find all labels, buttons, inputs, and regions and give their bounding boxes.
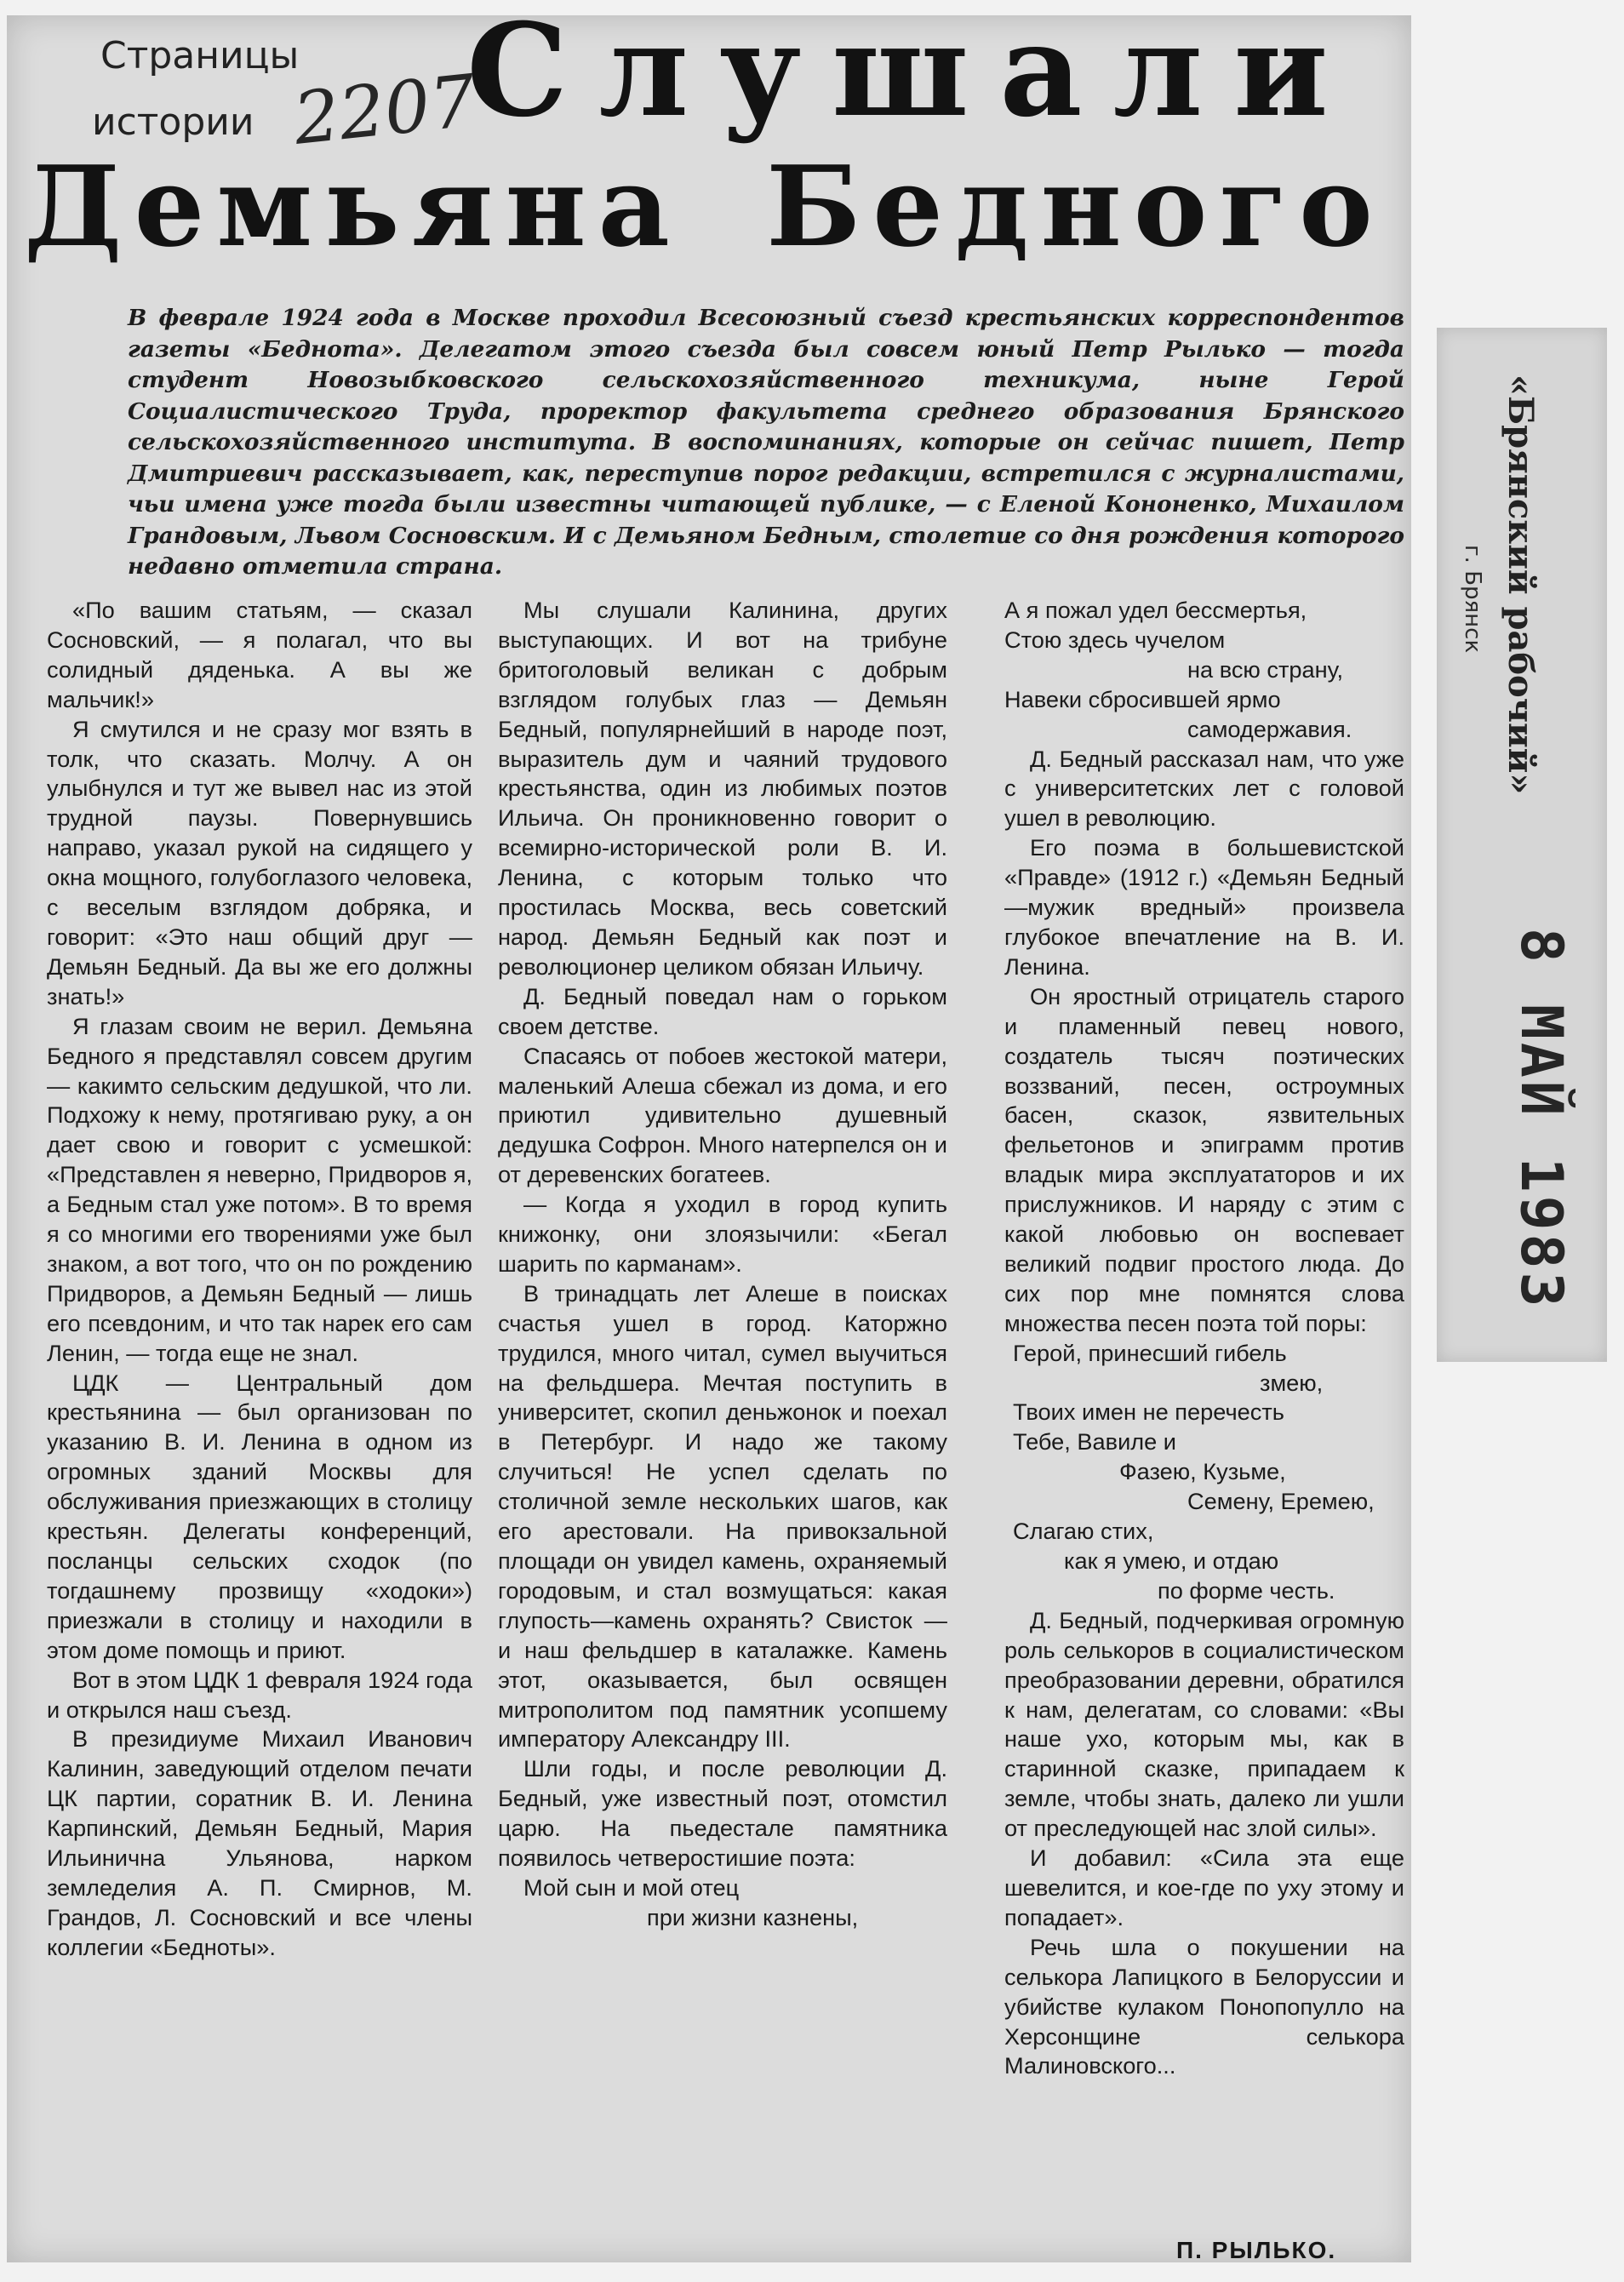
poem-line: Слагаю стих, <box>1013 1518 1154 1545</box>
newspaper-city: г. Брянск <box>1460 545 1485 654</box>
paragraph: Его поэма в большевистской «Правде» (1912 г.) «Демьян Бедный—мужик вредный» произвела глубокое впечатление на В. И. Ленина. <box>1004 834 1404 980</box>
paragraph: Вот в этом ЦДК 1 февраля 1924 года и открылся наш съезд. <box>47 1666 472 1723</box>
paragraph: Он яростный отрицатель старого и пламенный певец нового, создатель тысяч поэтических воззваний, песен, остроумных басен, сказок, язвительных фельетонов и эпиграмм против владык мира эксплуататоров и их прислужников. И наряду с этим с какой любовью он воспевает великий подвиг простого люда. До сих пор мне помнятся слова множества песен поэта той поры: <box>1004 982 1404 1336</box>
paragraph: Шли годы, и после революции Д. Бедный, уже известный поэт, отомстил царю. На пьедестале памятника появилось четверостишие поэта: <box>498 1755 947 1872</box>
paragraph: — Когда я уходил в город купить книжонку, они злоязычили: «Бегал шарить по карманам». <box>498 1191 947 1277</box>
date-stamp: 8 МАЙ 1983 <box>1507 928 1575 1311</box>
article-column-1 <box>47 596 472 1963</box>
poem-line: как я умею, и отдаю <box>1064 1547 1279 1574</box>
rubric-line-2: истории <box>92 100 254 144</box>
paragraph: Речь шла о покушении на селькора Лапицкого в Белоруссии и убийстве кулаком Понопопулло на Херсонщине селькора Малиновского... <box>1004 1933 1404 2079</box>
paragraph: ЦДК — Центральный дом крестьянина — был организован по указанию В. И. Ленина в одном из огромных зданий Москвы для обслуживания приезжающих в столицу крестьян. Делегаты конференций, посланцы сельских сходок (по тогдашнему прозвищу «ходоки») приезжали в столицу и находили в этом доме помощь и приют. <box>47 1369 472 1663</box>
poem-line: Тебе, Вавиле и <box>1013 1428 1176 1456</box>
paragraph: Спасаясь от побоев жестокой матери, маленький Алеша сбежал из дома, и его приютил удивительно душевный дедушка Софрон. Много натерпелся он и от деревенских богатеев. <box>498 1042 947 1188</box>
poem-line: Твоих имен не перечесть <box>1013 1398 1284 1426</box>
poem-line: змею, <box>1260 1369 1324 1396</box>
rubric-line-1: Страницы <box>100 34 300 77</box>
paragraph: Я смутился и не сразу мог взять в толк, что сказать. Молчу. А он улыбнулся и тут же вывел нас из этой трудной паузы. Повернувшись направо, указал рукой на сидящего у окна мощного, голубоглазого человека, с веселым взглядом добряка, и говорит: «Это наш общий друг — Демьян Бедный. Да вы же его должны знать!» <box>47 715 472 1009</box>
paragraph: Мы слушали Калинина, других выступающих. И вот на трибуне бритоголовый великан с добрым взглядом голубых глаз — Демьян Бедный, популярнейший в народе поэт, выразитель дум и чаяний трудового крестьянства, один из любимых поэтов Ильича. Он проникновенно говорит о всемирно-исторической роли В. И. Ленина, с которым только что простилась Москва, весь советский народ. Демьян Бедный как поэт и революционер целиком обязан Ильичу. <box>498 597 947 980</box>
poem-line: самодержавия. <box>1187 715 1352 742</box>
poem-line: при жизни казнены, <box>647 1903 859 1930</box>
headline-line-1: Слушали <box>466 0 1359 146</box>
article-column-2 <box>498 596 947 1933</box>
headline-line-2: Демьяна Бедного <box>24 141 1385 272</box>
poem-line: Стою здесь чучелом <box>1004 626 1226 653</box>
article-column-3 <box>1004 596 1404 2081</box>
paragraph: Д. Бедный, подчеркивая огромную роль селькоров в социалистическом преобразовании деревни, обратился к нам, делегатам, со словами: «Вы наше ухо, которым мы, как в старинной сказке, припадаем к земле, чтобы знать, далеко ли ушли от преследующей нас злой силы». <box>1004 1606 1404 1842</box>
poem-line: Семену, Еремею, <box>1187 1488 1375 1515</box>
poem-line: на всю страну, <box>1187 655 1344 683</box>
paragraph: Д. Бедный рассказал нам, что уже с университетских лет с головой ушел в революцию. <box>1004 745 1404 832</box>
handwritten-number: 2207 <box>289 59 480 161</box>
paragraph: В тринадцать лет Алеше в поисках счастья ушел в город. Каторжно трудился, много читал, сумел выучиться на фельдшера. Мечтая поступить в университет, скопил деньжонок и поехал в Петербург. И надо же такому случиться! Не успел сделать по столичной земле нескольких шагов, как его арестовали. На привокзальной площади он увидел камень, охраняемый городовым, и стал возмущаться: какая глупость—камень охранять? Свисток — и наш фельдшер в каталажке. Камень этот, оказывается, был освящен митрополитом под памятник усопшему императору Александру III. <box>498 1279 947 1753</box>
poem-line: А я пожал удел бессмертья, <box>1004 597 1307 623</box>
poem-line: по форме честь. <box>1158 1576 1335 1604</box>
poem-line: Навеки сбросившей ярмо <box>1004 685 1281 712</box>
poem-line: Мой сын и мой отец <box>523 1873 740 1901</box>
poem-line: Герой, принесший гибель <box>1013 1339 1287 1366</box>
paragraph: Д. Бедный поведал нам о горьком своем детстве. <box>498 982 947 1039</box>
paragraph: Я глазам своим не верил. Демьяна Бедного я представлял совсем другим — какимто сельским дедушкой, что ли. Подхожу к нему, протягиваю руку, а он дает свою и говорит с усмешкой: «Представлен я неверно, Придворов я, а Бедным стал уже потом». В то время я со многими его творениями уже был знаком, а вот того, что он по рождению Придворов, а Демьян Бедный — лишь его псевдоним, и что так нарек его сам Ленин, — тогда еще не знал. <box>47 1012 472 1366</box>
newspaper-name: «Брянский рабочий» <box>1501 375 1541 795</box>
paragraph: В президиуме Михаил Иванович Калинин, заведующий отделом печати ЦК партии, соратник В. И. Ленина Карпинский, Демьян Бедный, Мария Ильинична Ульянова, нарком земледелия А. П. Смирнов, М. Грандов, Л. Сосновский и все члены коллегии «Бедноты». <box>47 1725 472 1960</box>
poem-line: Фазею, Кузьме, <box>1119 1458 1286 1485</box>
paragraph: «По вашим статьям, — сказал Сосновский, — я полагал, что вы солидный дяденька. А вы же мальчик!» <box>47 597 472 712</box>
lead-paragraph: В феврале 1924 года в Москве проходил Всесоюзный съезд крестьянских корреспондентов газеты «Беднота». Делегатом этого съезда был совсем юный Петр Рылько — тогда студент Новозыбковского сельскохозяйственного техникума, ныне Герой Социалистического Труда, проректор факультета среднего образования Брянского сельскохозяйственного института. В воспоминаниях, которые он сейчас пишет, Петр Дмитриевич рассказывает, как, переступив порог редакции, встретился с журналистами, чьи имена уже тогда были известны читающей публике, — с Еленой Кононенко, Михаилом Грандовым, Львом Сосновским. И с Демьяном Бедным, столетие со дня рождения которого недавно отметила страна. <box>128 305 1404 580</box>
author-signature: П. РЫЛЬКО. <box>1176 2237 1337 2263</box>
paragraph: И добавил: «Сила эта еще шевелится, и кое-где по уху этому и попадает». <box>1004 1844 1404 1930</box>
